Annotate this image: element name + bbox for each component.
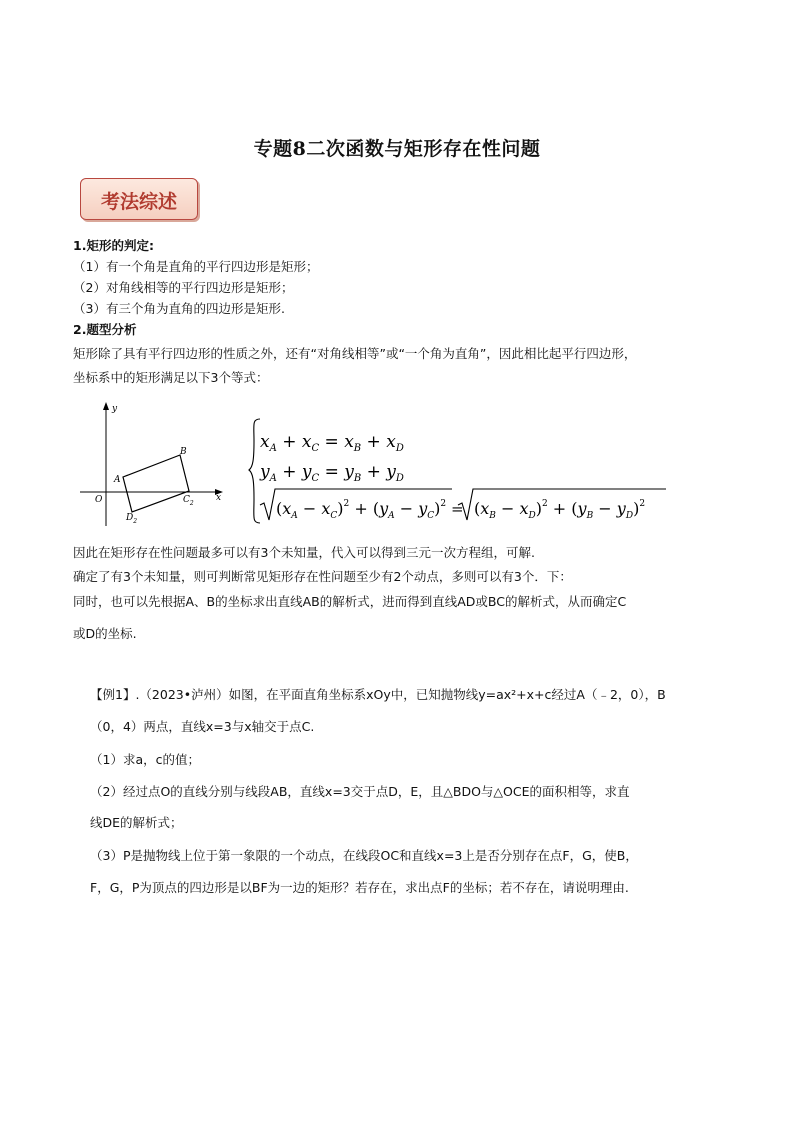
equation-2: $y_A + y_C = y_B + y_D$ [260,462,404,484]
analysis-line-1: 矩形除了具有平行四边形的性质之外，还有“对角线相等”或“一个角为直角”，因此相比起平行四边形， [73,346,637,361]
point-c-label: $C_2$ [183,495,194,507]
section-badge-label: 考法综述 [100,191,177,213]
conclusion-line-2: 确定了有3个未知量，则可判断常见矩形存在性问题至少有2个动点，多则可以有3个．下： [73,569,572,584]
example-line-1: 【例1】.（2023•泸州）如图，在平面直角坐标系xOy中，已知抛物线y=ax²+x+c经过A（﹣2，0），B [90,687,666,702]
y-axis-label: y [112,404,118,414]
equation-1: $x_A + x_C = x_B + x_D$ [260,432,404,454]
page-title: 专题8二次函数与矩形存在性问题 [253,138,541,160]
question-2-line-1: （2）经过点O的直线分别与线段AB，直线x=3交于点D，E，且△BDO与△OCE的面积相等，求直 [90,784,630,799]
section2-heading: 2.题型分析 [73,322,137,337]
y-axis-arrow [103,402,109,410]
svg-text:(xA − xC)2 + (yA − yC)2: $(x_A - x_C)^2 + (y_A - y_C)^2$ [276,499,447,521]
point-b-label: B [180,447,187,457]
rectangle-coordinate-figure [76,400,226,530]
example-line-2: （0，4）两点，直线x=3与x轴交于点C. [90,719,315,734]
conclusion-line-4: 或D的坐标. [73,626,137,641]
svg-text:=: = [451,500,464,518]
conclusion-line-3: 同时，也可以先根据A、B的坐标求出直线AB的解析式，进而得到直线AD或BC的解析式，从而确定C [73,594,627,609]
svg-text:(xB − xD)2 + (yB − yD)2: $(x_B - x_D)^2 + (y_B - y_D)^2$ [474,499,646,521]
equation-system [248,417,668,532]
section1-heading: 1.矩形的判定: [73,238,154,253]
question-1: （1）求a，c的值； [90,752,200,767]
question-2-line-2: 线DE的解析式； [90,815,183,830]
question-3-line-2: F，G，P为顶点的四边形是以BF为一边的矩形？若存在，求出点F的坐标；若不存在，请说明理由. [90,880,629,895]
equation-3 [260,489,666,521]
origin-label: O [95,495,103,505]
rule-item-1: （1）有一个角是直角的平行四边形是矩形； [73,259,319,274]
left-brace [249,419,260,523]
x-axis-label: x [216,493,222,503]
point-a-label: A [114,475,121,485]
section-badge [80,178,198,220]
point-d-label: $D_2$ [126,513,138,525]
question-3-line-1: （3）P是抛物线上位于第一象限的一个动点，在线段OC和直线x=3上是否分别存在点F，G，使B， [90,848,638,863]
conclusion-line-1: 因此在矩形存在性问题最多可以有3个未知量，代入可以得到三元一次方程组，可解. [73,545,535,560]
analysis-line-2: 坐标系中的矩形满足以下3个等式： [73,370,269,385]
rule-item-2: （2）对角线相等的平行四边形是矩形； [73,280,294,295]
rectangle-abcd [123,455,189,512]
rule-item-3: （3）有三个角为直角的四边形是矩形. [73,301,285,316]
